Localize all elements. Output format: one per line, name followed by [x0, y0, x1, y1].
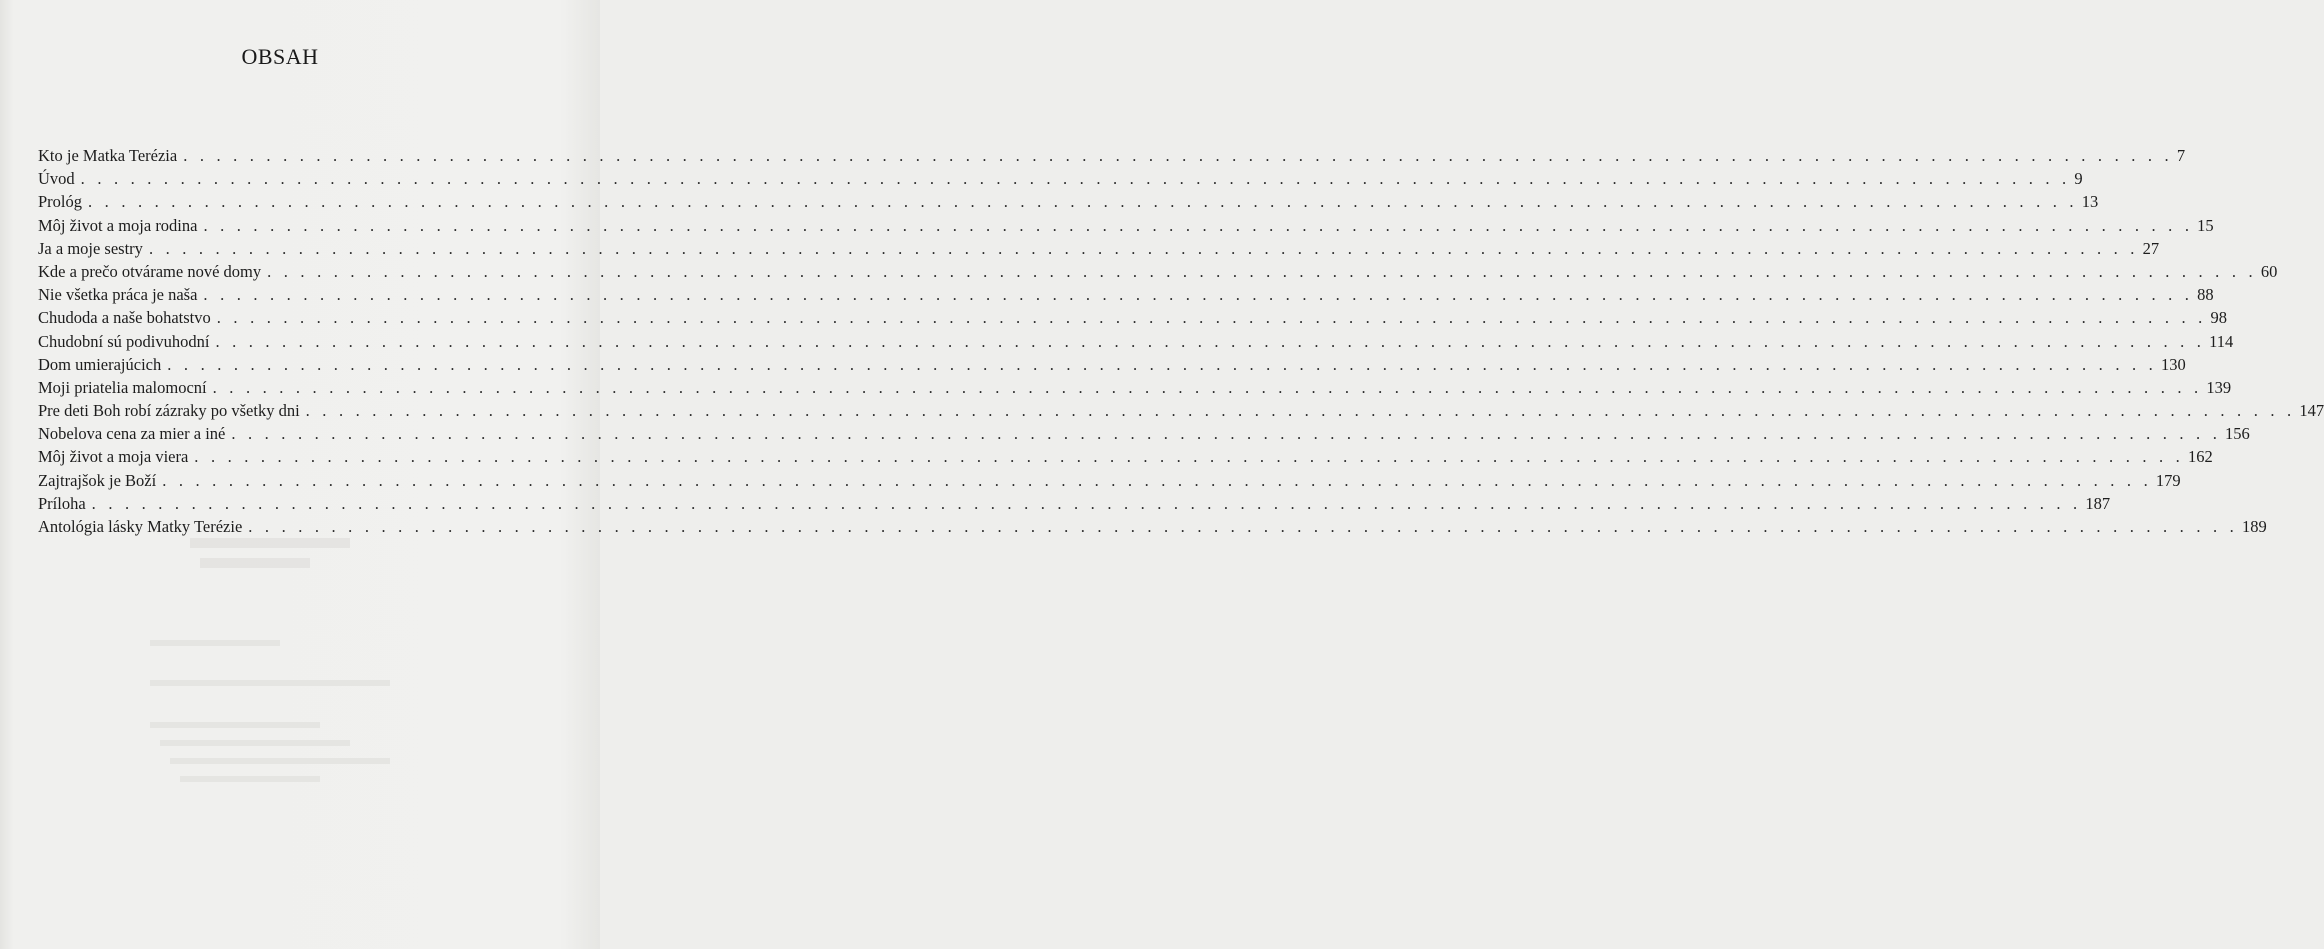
- toc-entry: [38, 261, 2278, 285]
- toc-entry: [38, 377, 2232, 401]
- toc-entry: [38, 146, 2186, 169]
- toc-leader-dots: . . . . . . . . . . . . . . . . . . . . . . . . . . . . . . . . . . . . . . . . . . . . . . . . . . . . . . . . . . . . . . . . . . . . . . . . . . . . . . . . . . . . . . . . . . . . . . . . . . . . . . . . . . . . . . . . . . . . . . . .: [167, 354, 2157, 374]
- toc-entry-title: Prológ: [38, 192, 83, 212]
- toc-entry: [38, 447, 2213, 470]
- toc-entry-title: Kto je Matka Terézia: [38, 146, 178, 165]
- toc-entry-page: 162: [2187, 447, 2213, 467]
- toc-entry-title: Nie všetka práca je naša: [38, 285, 198, 305]
- toc-entry-page: 189: [2241, 517, 2267, 536]
- toc-leader-dots: . . . . . . . . . . . . . . . . . . . . . . . . . . . . . . . . . . . . . . . . . . . . . . . . . . . . . . . . . . . . . . . . . . . . . . . . . . . . . . . . . . . . . . . . . . . . . . . . . . . . . . . . . . . . . . . . . . . . . . . .: [194, 447, 2184, 467]
- toc-leader-dots: . . . . . . . . . . . . . . . . . . . . . . . . . . . . . . . . . . . . . . . . . . . . . . . . . . . . . . . . . . . . . . . . . . . . . . . . . . . . . . . . . . . . . . . . . . . . . . . . . . . . . . . . . . . . . . . . . . . . . . . .: [80, 169, 2071, 189]
- toc-entry-title: Chudobní sú podivuhodní: [38, 331, 210, 351]
- toc-leader-dots: . . . . . . . . . . . . . . . . . . . . . . . . . . . . . . . . . . . . . . . . . . . . . . . . . . . . . . . . . . . . . . . . . . . . . . . . . . . . . . . . . . . . . . . . . . . . . . . . . . . . . . . . . . . . . . . . . . . . . . . .: [162, 470, 2152, 490]
- toc-entry: [38, 331, 2234, 355]
- toc-entry-page: 179: [2155, 470, 2181, 490]
- toc-entry-page: 88: [2197, 285, 2214, 305]
- toc-entry-page: 15: [2197, 215, 2214, 235]
- toc-entry-title: Antológia lásky Matky Terézie: [38, 517, 243, 536]
- toc-entry: [38, 354, 2186, 378]
- toc-entry-page: 187: [2085, 493, 2111, 513]
- toc-entry: [38, 401, 2324, 424]
- toc-entry-title: Moji priatelia malomocní: [38, 377, 207, 397]
- toc-entry-title: Ja a moje sestry: [38, 238, 143, 258]
- toc-entry-page: 27: [2142, 238, 2160, 258]
- table-of-contents: [38, 146, 2324, 540]
- toc-entry-page: 156: [2225, 424, 2250, 444]
- page-title: OBSAH: [241, 44, 319, 69]
- toc-entry: [38, 308, 2227, 331]
- toc-leader-dots: . . . . . . . . . . . . . . . . . . . . . . . . . . . . . . . . . . . . . . . . . . . . . . . . . . . . . . . . . . . . . . . . . . . . . . . . . . . . . . . . . . . . . . . . . . . . . . . . . . . . . . . . . . . . . . . . . . . . . . . .: [216, 308, 2207, 328]
- toc-entry: [38, 517, 2267, 540]
- toc-entry-title: Zajtrajšok je Boží: [38, 470, 157, 490]
- toc-entry-title: Úvod: [38, 169, 75, 189]
- toc-entry-page: 98: [2210, 308, 2227, 328]
- toc-entry-page: 9: [2074, 169, 2083, 189]
- toc-leader-dots: . . . . . . . . . . . . . . . . . . . . . . . . . . . . . . . . . . . . . . . . . . . . . . . . . . . . . . . . . . . . . . . . . . . . . . . . . . . . . . . . . . . . . . . . . . . . . . . . . . . . . . . . . . . . . . . . . . . . . . . .: [148, 238, 2139, 258]
- toc-leader-dots: . . . . . . . . . . . . . . . . . . . . . . . . . . . . . . . . . . . . . . . . . . . . . . . . . . . . . . . . . . . . . . . . . . . . . . . . . . . . . . . . . . . . . . . . . . . . . . . . . . . . . . . . . . . . . . . . . . . . . . . .: [267, 261, 2257, 281]
- toc-leader-dots: . . . . . . . . . . . . . . . . . . . . . . . . . . . . . . . . . . . . . . . . . . . . . . . . . . . . . . . . . . . . . . . . . . . . . . . . . . . . . . . . . . . . . . . . . . . . . . . . . . . . . . . . . . . . . . . . . . . . . . . .: [183, 146, 2173, 165]
- toc-entry-title: Dom umierajúcich: [38, 354, 162, 374]
- toc-entry-page: 147: [2299, 401, 2324, 421]
- toc-entry-title: Môj život a moja viera: [38, 447, 189, 467]
- toc-leader-dots: . . . . . . . . . . . . . . . . . . . . . . . . . . . . . . . . . . . . . . . . . . . . . . . . . . . . . . . . . . . . . . . . . . . . . . . . . . . . . . . . . . . . . . . . . . . . . . . . . . . . . . . . . . . . . . . . . . . . . . . .: [305, 401, 2296, 421]
- toc-leader-dots: . . . . . . . . . . . . . . . . . . . . . . . . . . . . . . . . . . . . . . . . . . . . . . . . . . . . . . . . . . . . . . . . . . . . . . . . . . . . . . . . . . . . . . . . . . . . . . . . . . . . . . . . . . . . . . . . . . . . . . . .: [91, 493, 2082, 513]
- toc-entry-page: 13: [2081, 192, 2099, 212]
- toc-entry: [38, 493, 2111, 517]
- show-through-shadow: [150, 530, 450, 790]
- toc-leader-dots: . . . . . . . . . . . . . . . . . . . . . . . . . . . . . . . . . . . . . . . . . . . . . . . . . . . . . . . . . . . . . . . . . . . . . . . . . . . . . . . . . . . . . . . . . . . . . . . . . . . . . . . . . . . . . . . . . . . . . . . .: [203, 215, 2194, 235]
- toc-entry: [38, 424, 2250, 447]
- toc-entry: [38, 192, 2099, 215]
- toc-entry: [38, 238, 2160, 262]
- toc-entry: [38, 470, 2181, 494]
- toc-entry-title: Môj život a moja rodina: [38, 215, 198, 235]
- toc-leader-dots: . . . . . . . . . . . . . . . . . . . . . . . . . . . . . . . . . . . . . . . . . . . . . . . . . . . . . . . . . . . . . . . . . . . . . . . . . . . . . . . . . . . . . . . . . . . . . . . . . . . . . . . . . . . . . . . . . . . . . . . .: [203, 285, 2194, 305]
- toc-entry-page: 139: [2206, 377, 2232, 397]
- toc-leader-dots: . . . . . . . . . . . . . . . . . . . . . . . . . . . . . . . . . . . . . . . . . . . . . . . . . . . . . . . . . . . . . . . . . . . . . . . . . . . . . . . . . . . . . . . . . . . . . . . . . . . . . . . . . . . . . . . . . . . . . . . .: [88, 192, 2078, 212]
- toc-entry-page: 7: [2176, 146, 2186, 165]
- toc-entry-page: 60: [2260, 261, 2278, 281]
- toc-entry: [38, 169, 2083, 192]
- toc-entry-title: Nobelova cena za mier a iné: [38, 424, 226, 444]
- toc-entry-title: Pre deti Boh robí zázraky po všetky dni: [38, 401, 300, 421]
- toc-leader-dots: . . . . . . . . . . . . . . . . . . . . . . . . . . . . . . . . . . . . . . . . . . . . . . . . . . . . . . . . . . . . . . . . . . . . . . . . . . . . . . . . . . . . . . . . . . . . . . . . . . . . . . . . . . . . . . . . . . . . . . . .: [215, 331, 2206, 351]
- toc-entry-title: Príloha: [38, 493, 86, 513]
- toc-entry-title: Chudoda a naše bohatstvo: [38, 308, 211, 328]
- toc-entry: [38, 285, 2214, 308]
- toc-entry-page: 130: [2160, 354, 2186, 374]
- toc-entry: [38, 215, 2214, 239]
- toc-leader-dots: . . . . . . . . . . . . . . . . . . . . . . . . . . . . . . . . . . . . . . . . . . . . . . . . . . . . . . . . . . . . . . . . . . . . . . . . . . . . . . . . . . . . . . . . . . . . . . . . . . . . . . . . . . . . . . . . . . . . . . . .: [231, 424, 2222, 444]
- toc-entry-page: 114: [2209, 331, 2234, 351]
- toc-entry-title: Kde a prečo otvárame nové domy: [38, 261, 262, 281]
- toc-leader-dots: . . . . . . . . . . . . . . . . . . . . . . . . . . . . . . . . . . . . . . . . . . . . . . . . . . . . . . . . . . . . . . . . . . . . . . . . . . . . . . . . . . . . . . . . . . . . . . . . . . . . . . . . . . . . . . . . . . . . . . . .: [212, 377, 2203, 397]
- toc-leader-dots: . . . . . . . . . . . . . . . . . . . . . . . . . . . . . . . . . . . . . . . . . . . . . . . . . . . . . . . . . . . . . . . . . . . . . . . . . . . . . . . . . . . . . . . . . . . . . . . . . . . . . . . . . . . . . . . . . . . . . . . .: [248, 517, 2238, 536]
